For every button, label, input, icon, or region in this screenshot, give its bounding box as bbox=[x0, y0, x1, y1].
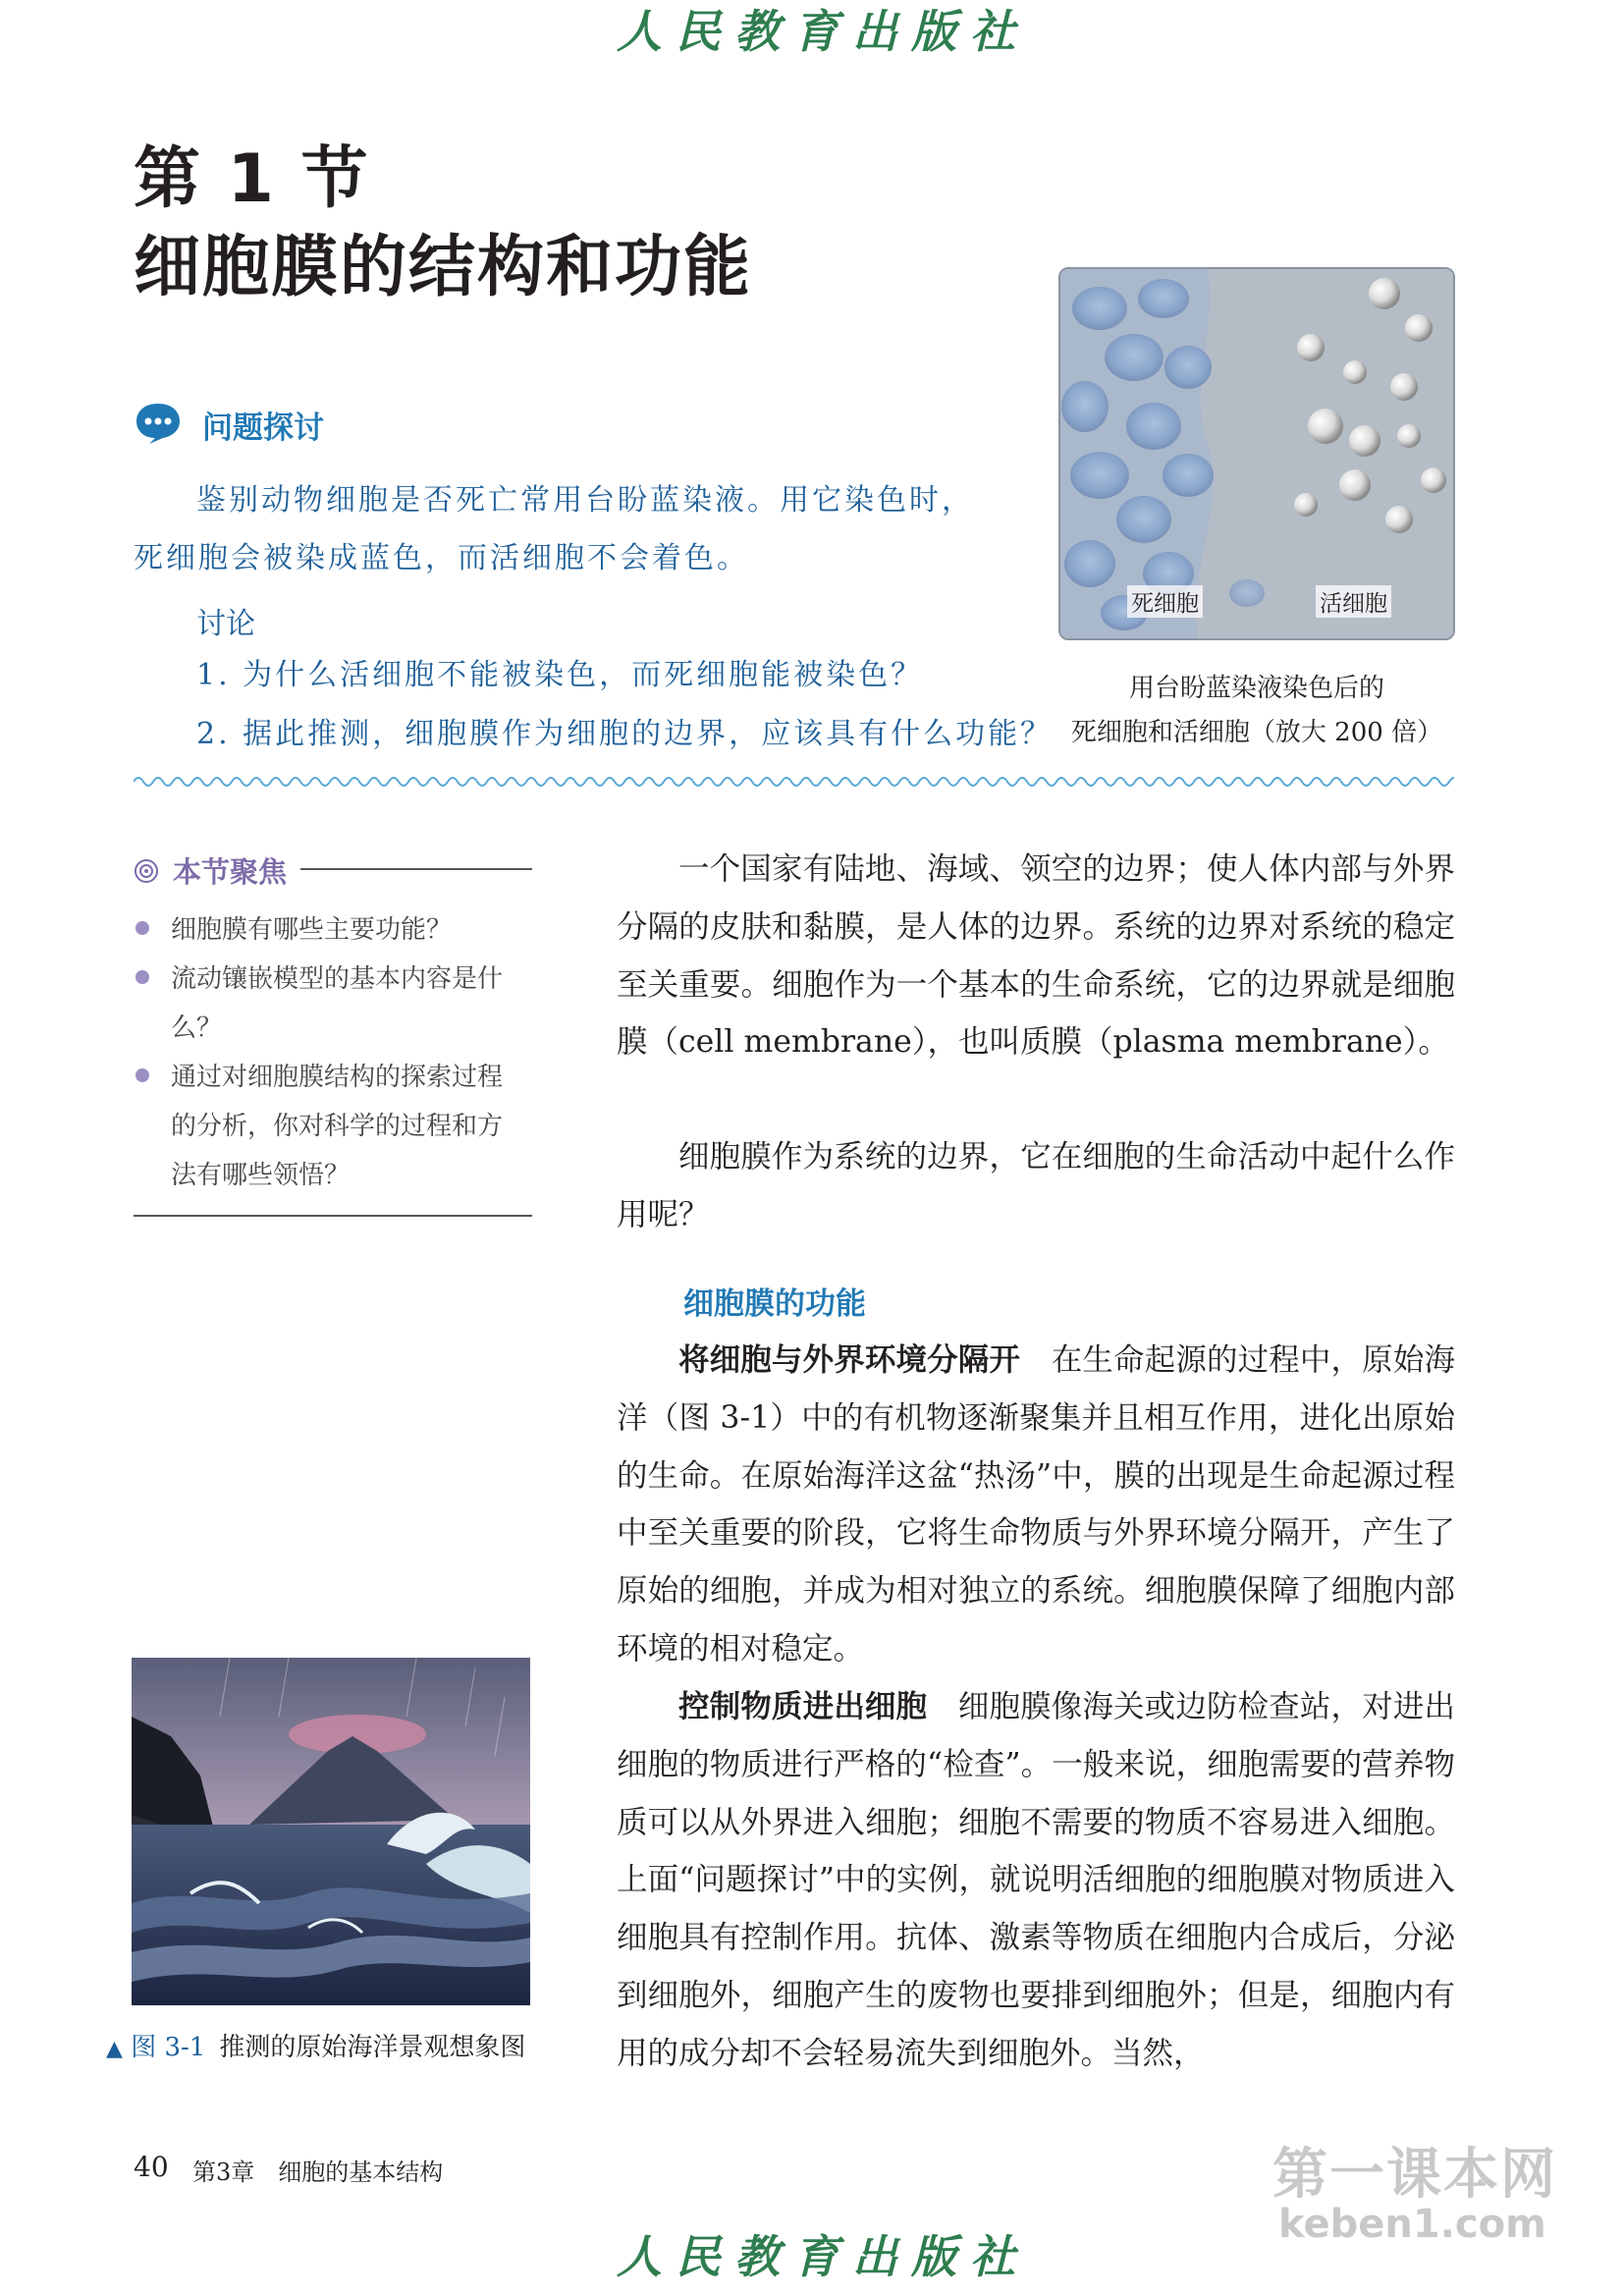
bullet-dot-icon bbox=[135, 921, 149, 935]
paragraph-text: 在生命起源的过程中，原始海洋（图 3-1）中的有机物逐渐聚集并且相互作用，进化出原始的生命。在原始海洋这盆“热汤”中，膜的出现是生命起源过程中至关重要的阶段，它将生命物质与外界环境分隔开，产生了原始的细胞，并成为相对独立的系统。细胞膜保障了细胞内部环境的相对稳定。 bbox=[617, 1342, 1455, 1667]
focus-divider bbox=[300, 868, 532, 870]
function-heading: 细胞膜的功能 bbox=[683, 1286, 866, 1322]
figure-label: 图 3-1 bbox=[131, 2033, 206, 2062]
discussion-heading: 问题探讨 bbox=[202, 410, 324, 446]
chapter-label: 第3章 细胞的基本结构 bbox=[192, 2159, 444, 2186]
triangle-marker-icon: ▲ bbox=[106, 2037, 123, 2061]
primitive-ocean-painting bbox=[132, 1658, 530, 2005]
figure-caption-text: 推测的原始海洋景观想象图 bbox=[219, 2033, 526, 2062]
stained-cells-photo bbox=[1058, 267, 1455, 640]
focus-item-text: 的分析，你对科学的过程和方 bbox=[171, 1112, 504, 1141]
discussion-subheading: 讨论 bbox=[196, 607, 255, 641]
focus-item-text: 细胞膜有哪些主要功能？ bbox=[171, 915, 453, 945]
focus-item-text: 通过对细胞膜结构的探索过程 bbox=[171, 1063, 504, 1092]
body-paragraph bbox=[617, 1678, 1455, 2083]
focus-item bbox=[135, 1053, 503, 1200]
section-title: 细胞膜的结构和功能 bbox=[134, 229, 753, 306]
publisher-footer: 人民教育出版社 bbox=[617, 2230, 1029, 2283]
paragraph-lead: 将细胞与外界环境分隔开 bbox=[678, 1342, 1021, 1378]
live-cell-label: 活细胞 bbox=[1316, 585, 1391, 618]
figure-caption bbox=[106, 2027, 525, 2063]
discussion-intro-line1: 鉴别动物细胞是否死亡常用台盼蓝染液。用它染色时， bbox=[196, 483, 974, 518]
dead-cell-label: 死细胞 bbox=[1127, 585, 1203, 618]
wavy-divider bbox=[134, 772, 1454, 792]
page-number: 40 bbox=[134, 2151, 169, 2183]
paragraph-text: 细胞膜像海关或边防检查站，对进出细胞的物质进行严格的“检查”。一般来说，细胞需要的营养物质可以从外界进入细胞；细胞不需要的物质不容易进入细胞。上面“问题探讨”中的实例，就说明活细胞的细胞膜对物质进入细胞具有控制作用。抗体、激素等物质在细胞内合成后，分泌到细胞外，细胞产生的废物也要排到细胞外；但是，细胞内有用的成分却不会轻易流失到细胞外。当然， bbox=[617, 1689, 1455, 2071]
watermark-url: keben1.com bbox=[1278, 2202, 1546, 2247]
photo-caption-line2: 死细胞和活细胞（放大 200 倍） bbox=[1070, 718, 1443, 747]
focus-bottom-divider bbox=[134, 1215, 532, 1217]
focus-item-text: 法有哪些领悟？ bbox=[171, 1161, 351, 1190]
paragraph-lead: 控制物质进出细胞 bbox=[678, 1689, 928, 1724]
focus-item bbox=[135, 905, 452, 955]
body-paragraph bbox=[617, 1332, 1455, 1678]
bullet-dot-icon bbox=[135, 1068, 149, 1082]
body-paragraph: 一个国家有陆地、海域、领空的边界；使人体内部与外界分隔的皮肤和黏膜，是人体的边界。系统的边界对系统的稳定至关重要。细胞作为一个基本的生命系统，它的边界就是细胞膜（cell membrane），也叫质膜（plasma membrane）。 bbox=[617, 851, 1455, 1061]
body-paragraph: 细胞膜作为系统的边界，它在细胞的生命活动中起什么作用呢？ bbox=[617, 1139, 1455, 1232]
target-icon bbox=[134, 858, 159, 884]
watermark-text: 第一课本网 bbox=[1272, 2143, 1557, 2207]
chat-bubble-icon bbox=[134, 401, 183, 446]
photo-caption-line1: 用台盼蓝染液染色后的 bbox=[1128, 674, 1384, 703]
discussion-intro-line2: 死细胞会被染成蓝色，而活细胞不会着色。 bbox=[134, 541, 749, 575]
focus-title: 本节聚焦 bbox=[173, 855, 288, 889]
discussion-question: 2. 据此推测，细胞膜作为细胞的边界，应该具有什么功能？ bbox=[196, 717, 1054, 751]
discussion-question: 1. 为什么活细胞不能被染色，而死细胞能被染色？ bbox=[196, 658, 924, 692]
bullet-dot-icon bbox=[135, 970, 149, 984]
publisher-header: 人民教育出版社 bbox=[617, 5, 1029, 58]
focus-item-text: 么？ bbox=[171, 1013, 223, 1043]
section-number: 第 1 节 bbox=[134, 140, 370, 218]
focus-item bbox=[135, 955, 503, 1053]
focus-item-text: 流动镶嵌模型的基本内容是什 bbox=[171, 964, 504, 994]
